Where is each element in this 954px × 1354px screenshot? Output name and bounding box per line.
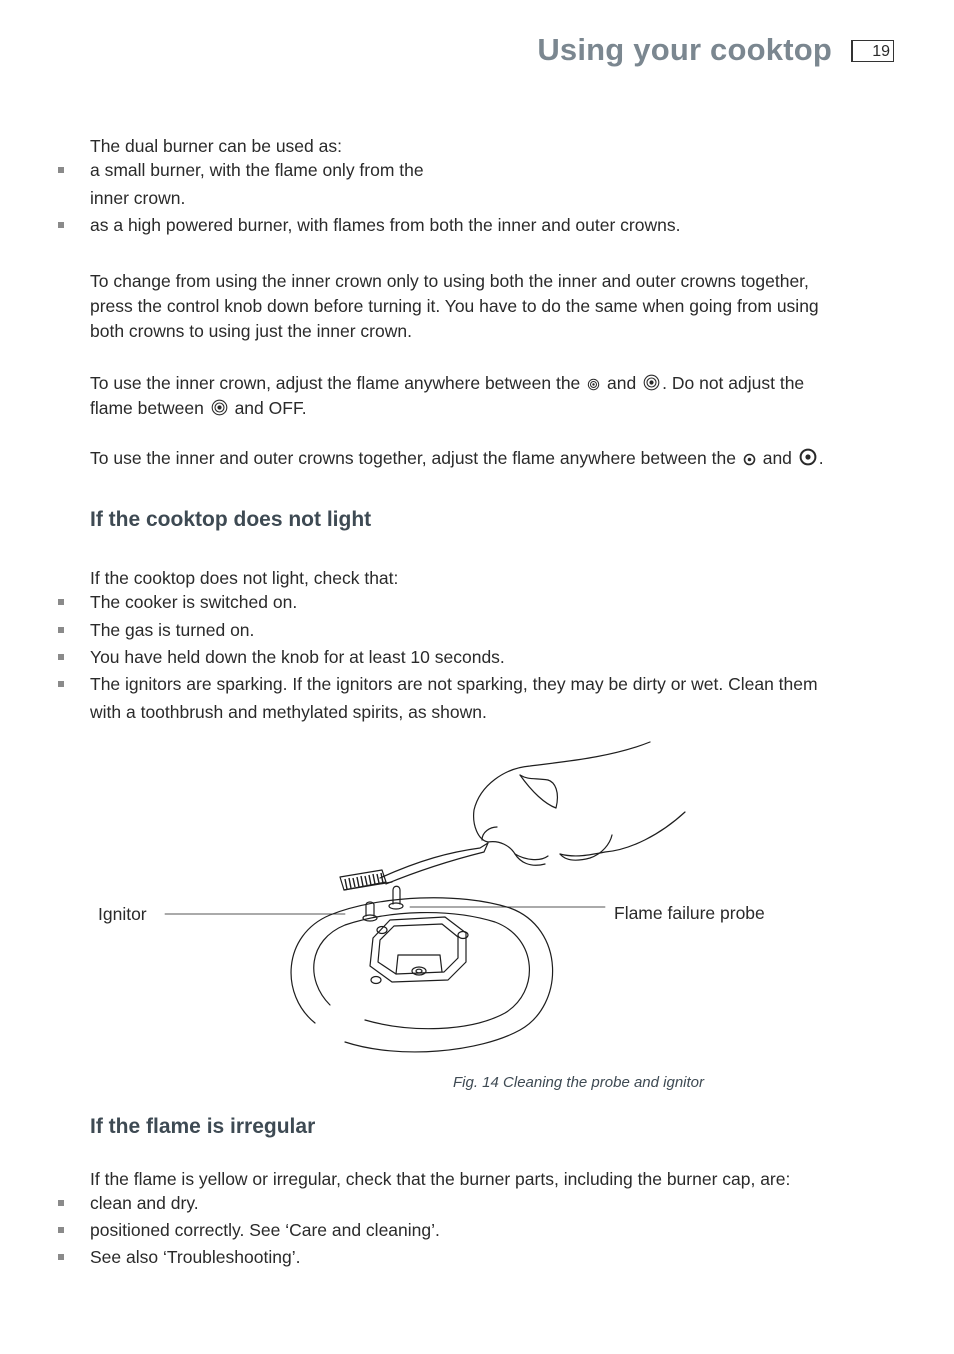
section-heading-irregular: If the flame is irregular	[90, 1115, 316, 1138]
irregular-bullet-2: positioned correctly. See ‘Care and cleaning’.	[90, 1220, 440, 1240]
small-flame-symbol-icon	[587, 378, 600, 391]
square-bullet-icon	[58, 654, 64, 660]
square-bullet-icon	[58, 222, 64, 228]
para2-text-a: To use the inner crown, adjust the flame anywhere between the	[90, 373, 581, 393]
square-bullet-icon	[58, 627, 64, 633]
para2-line2	[90, 396, 307, 421]
burner-cleaning-illustration	[0, 730, 954, 1070]
figure-label-flame-failure-probe: Flame failure probe	[614, 903, 765, 923]
large-flame-symbol-icon	[643, 374, 660, 391]
not-light-bullet-4: The ignitors are sparking. If the ignitors are not sparking, they may be dirty or wet. Clean them	[90, 674, 818, 694]
intro-bullet-1-line1: a small burner, with the flame only from the	[90, 160, 424, 180]
para2-text-d: flame between	[90, 398, 204, 418]
page-number: 19	[851, 40, 894, 62]
not-light-bullet-1: The cooker is switched on.	[90, 592, 298, 612]
figure-caption: Fig. 14 Cleaning the probe and ignitor	[453, 1074, 705, 1091]
para2-text-e: and OFF.	[234, 398, 307, 418]
not-light-bullet-3: You have held down the knob for at least 10 seconds.	[90, 647, 505, 667]
square-bullet-icon	[58, 1200, 64, 1206]
square-bullet-icon	[58, 599, 64, 605]
para2-line1	[90, 371, 804, 396]
intro-bullet-2: as a high powered burner, with flames from both the inner and outer crowns.	[90, 215, 681, 235]
para1-line3: both crowns to using just the inner crown.	[90, 321, 412, 341]
not-light-bullet-4-line2: with a toothbrush and methylated spirits, as shown.	[90, 702, 487, 722]
not-light-bullet-2: The gas is turned on.	[90, 620, 255, 640]
para3-text-c: .	[818, 448, 824, 468]
small-flame-symbol-icon	[743, 453, 756, 466]
irregular-bullet-1: clean and dry.	[90, 1193, 199, 1213]
section-heading-not-light: If the cooktop does not light	[90, 508, 372, 531]
square-bullet-icon	[58, 681, 64, 687]
para3-line1	[90, 446, 824, 471]
intro-lead: The dual burner can be used as:	[90, 136, 342, 156]
square-bullet-icon	[58, 1227, 64, 1233]
irregular-bullet-3: See also ‘Troubleshooting’.	[90, 1247, 301, 1267]
para1-line2: press the control knob down before turning it. You have to do the same when going from using	[90, 296, 819, 316]
para3-text-a: To use the inner and outer crowns together, adjust the flame anywhere between the	[90, 448, 736, 468]
figure-label-ignitor: Ignitor	[98, 904, 147, 924]
large-flame-symbol-icon	[211, 399, 228, 416]
page-title: Using your cooktop	[537, 32, 832, 67]
intro-bullet-1-line2: inner crown.	[90, 188, 186, 208]
large-flame-symbol-icon	[799, 448, 817, 466]
para1-line1: To change from using the inner crown only to using both the inner and outer crowns together,	[90, 271, 809, 291]
para2-text-b: and	[607, 373, 637, 393]
para3-text-b: and	[762, 448, 792, 468]
para2-text-c: . Do not adjust the	[662, 373, 805, 393]
irregular-lead: If the flame is yellow or irregular, check that the burner parts, including the burner cap, are:	[90, 1169, 791, 1189]
square-bullet-icon	[58, 1254, 64, 1260]
not-light-lead: If the cooktop does not light, check that:	[90, 568, 399, 588]
square-bullet-icon	[58, 167, 64, 173]
